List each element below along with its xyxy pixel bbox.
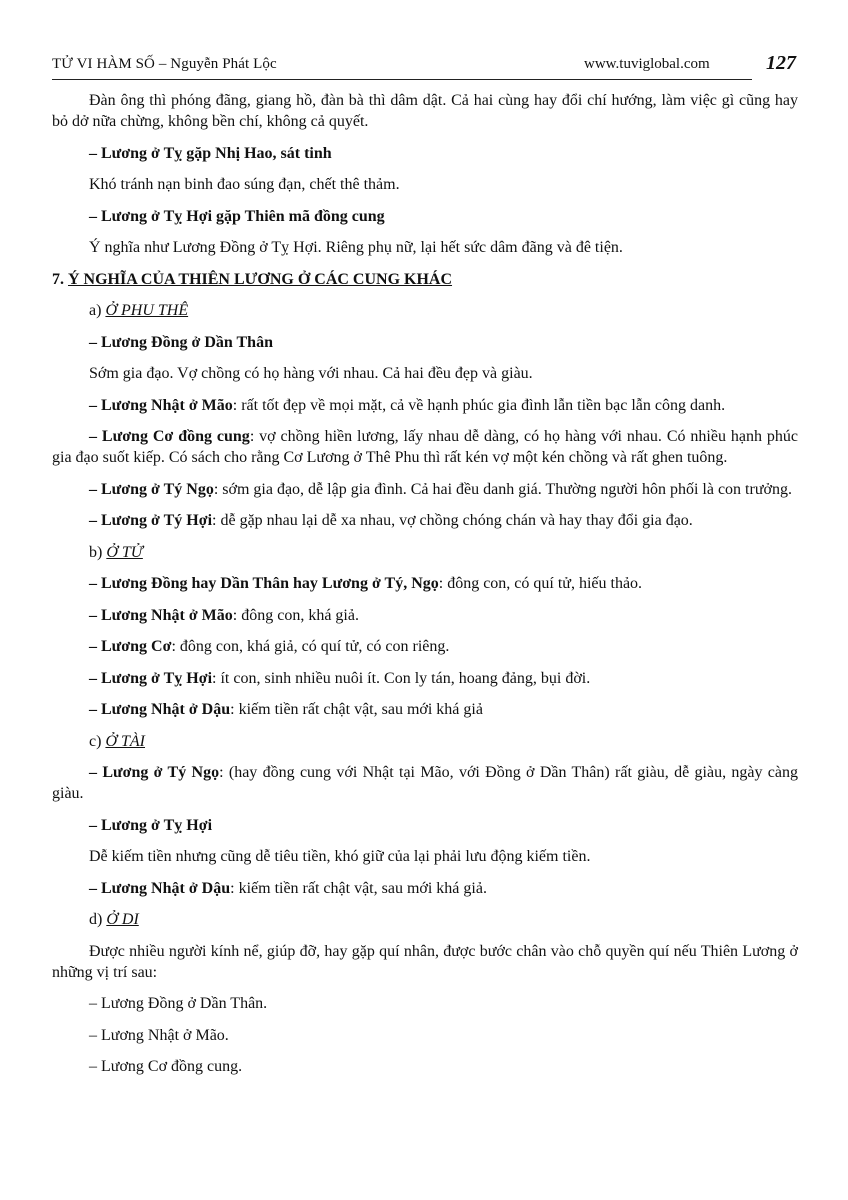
paragraph: Ý nghĩa như Lương Đồng ở Tỵ Hợi. Riêng phụ nữ, lại hết sức dâm đãng và đê tiện. [89,239,623,256]
subsection-label: b) Ở TỬ [89,543,143,561]
bullet-item: – Lương Nhật ở Mão: đông con, khá giả. [89,606,359,624]
list-item: – Lương Đồng ở Dần Thân. [89,995,268,1012]
paragraph: Dễ kiếm tiền nhưng cũng dễ tiêu tiền, khó giữ của lại phải lưu động kiếm tiền. [89,848,591,865]
header-divider [52,79,752,80]
bullet-item: – Lương Cơ: đông con, khá giả, có quí tử, có con riêng. [89,638,450,655]
bullet-item: – Lương Nhật ở Mão: rất tốt đẹp về mọi mặt, cả về hạnh phúc gia đình lẫn tiền bạc lẫn công danh. [89,396,726,414]
header-website: www.tuviglobal.com [584,56,710,72]
bullet-item: – Lương Nhật ở Dậu: kiếm tiền rất chật vật, sau mới khá giả. [89,879,487,897]
paragraph: Được nhiều người kính nể, giúp đỡ, hay gặp quí nhân, được bước chân vào chỗ quyền quí nếu Thiên Lương ở những vị trí sau: [52,942,798,981]
bullet-item: – Lương ở Tỵ Hợi: ít con, sinh nhiều nuôi ít. Con ly tán, hoang đảng, bụi đời. [89,669,591,687]
bullet-heading: – Lương ở Tỵ Hợi gặp Thiên mã đồng cung [89,207,385,225]
paragraph: Sớm gia đạo. Vợ chồng có họ hàng với nhau. Cả hai đều đẹp và giàu. [89,365,533,382]
section-heading: 7. Ý NGHĨA CỦA THIÊN LƯƠNG Ở CÁC CUNG KHÁC [52,270,453,288]
bullet-heading: – Lương ở Tỵ gặp Nhị Hao, sát tinh [89,144,332,162]
paragraph: Khó tránh nạn binh đao súng đạn, chết thê thảm. [89,176,400,193]
subsection-label: c) Ở TÀI [89,732,145,750]
page-header [52,52,796,80]
subsection-label: d) Ở DI [89,911,139,928]
header-title: TỬ VI HÀM SỐ – Nguyễn Phát Lộc [52,56,277,72]
bullet-item [52,206,798,227]
bullet-item: – Lương Nhật ở Dậu: kiếm tiền rất chật vật, sau mới khá giả [89,701,483,718]
page-number: 127 [766,52,796,74]
subsection-label: a) Ở PHU THÊ [89,302,189,319]
list-item: – Lương Cơ đồng cung. [89,1058,243,1075]
bullet-item: – Lương ở Tỵ Hợi [89,816,213,834]
paragraph: Đàn ông thì phóng đãng, giang hồ, đàn bà thì dâm dật. Cả hai cùng hay đổi chí hướng, làm việc gì cũng hay bỏ dở nữa chừng, không bền chí, không cả quyết. [52,92,798,130]
bullet-item: – Lương Cơ đồng cung: vợ chồng hiền lương, lấy nhau dễ dàng, có họ hàng với nhau. Có nhiều hạnh phúc gia đạo suốt kiếp. Có sách cho rằng Cơ Lương ở Thê Phu thì rất kén vợ một kén chồng và rất ghen tuông. [52,428,799,466]
bullet-item: – Lương ở Tý Hợi: dễ gặp nhau lại dễ xa nhau, vợ chồng chóng chán và hay thay đổi gia đạo. [89,512,693,529]
page-body [52,90,798,1088]
bullet-item: – Lương Đồng hay Dần Thân hay Lương ở Tý, Ngọ: đông con, có quí tử, hiếu thảo. [89,575,643,592]
bullet-item: – Lương Đồng ở Dần Thân [89,333,273,351]
bullet-item: – Lương ở Tý Ngọ: (hay đồng cung với Nhật tại Mão, với Đồng ở Dần Thân) rất giàu, dễ giàu, ngày càng giàu. [52,764,799,802]
bullet-item [52,143,798,164]
list-item: – Lương Nhật ở Mão. [89,1026,229,1044]
bullet-item: – Lương ở Tý Ngọ: sớm gia đạo, dễ lập gia đình. Cả hai đều danh giá. Thường người hôn phối là con trưởng. [89,480,792,498]
